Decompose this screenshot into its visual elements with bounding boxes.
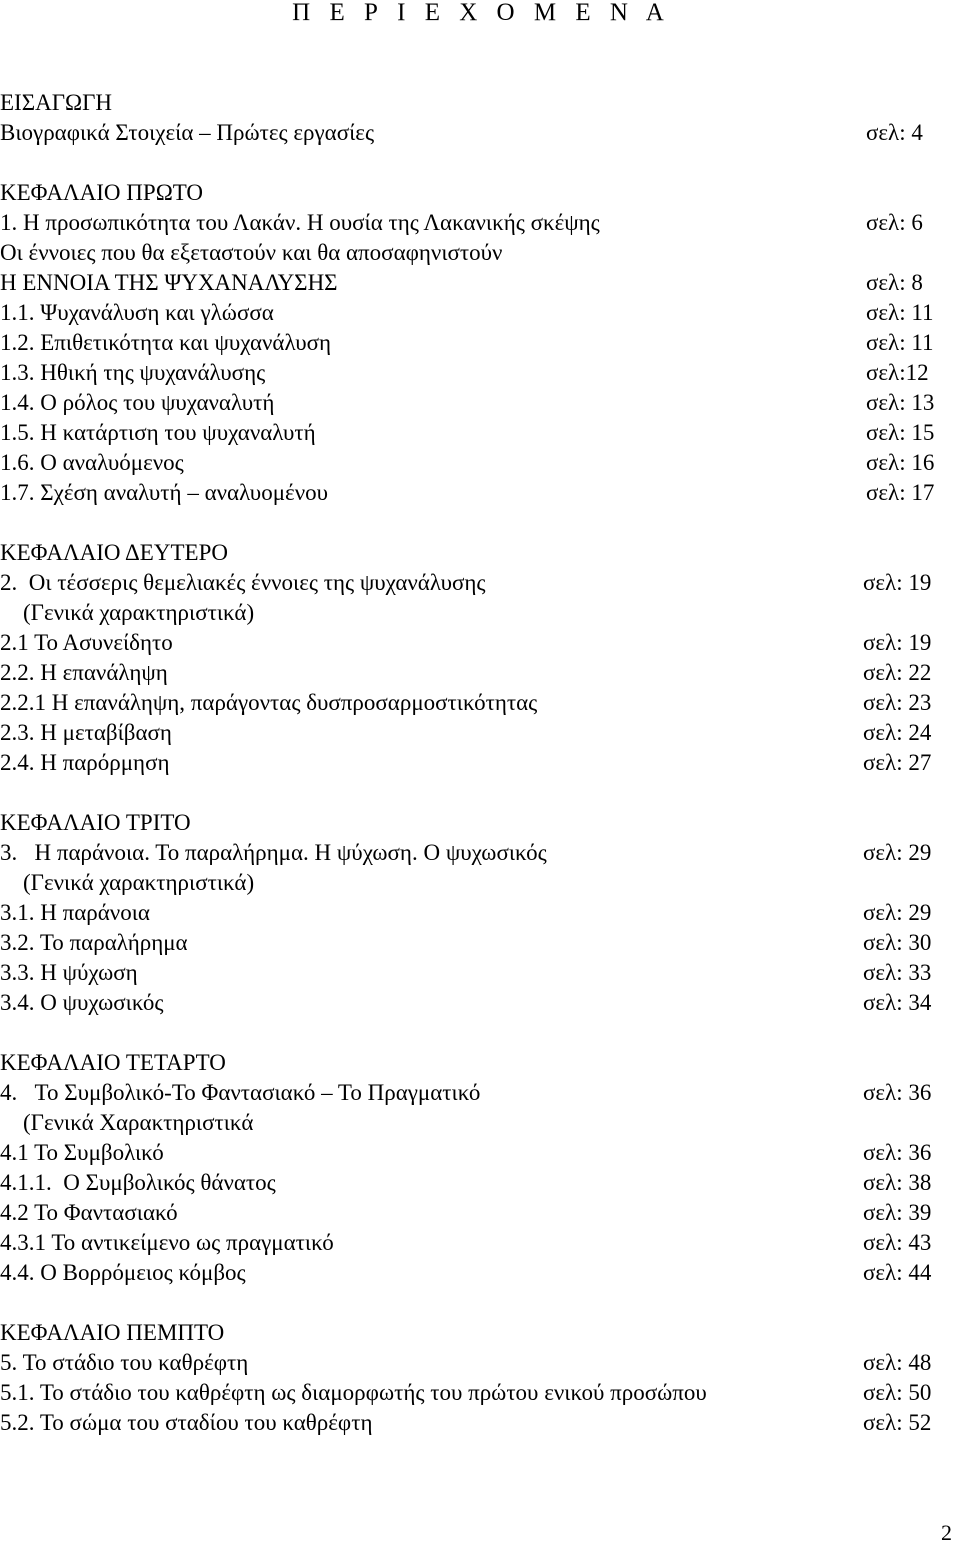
toc-entry (0, 748, 960, 778)
toc-entry (0, 448, 960, 478)
toc-entry-text: (Γενικά χαρακτηριστικά) (0, 870, 255, 895)
toc-entry-page: σελ: 4 (866, 120, 923, 145)
toc-entry-page: σελ: 34 (863, 990, 932, 1015)
toc-entry-text: 1.4. Ο ρόλος του ψυχαναλυτή (0, 390, 275, 415)
toc-entry-text: 5.1. Το στάδιο του καθρέφτη ως διαμορφωτής του πρώτου ενικού προσώπου (0, 1380, 707, 1405)
toc-entry (0, 898, 960, 928)
toc-entry-page: σελ: 16 (866, 450, 935, 475)
toc-entry-page: σελ: 33 (863, 960, 932, 985)
toc-heading (0, 808, 960, 838)
toc-entry-text: 1.1. Ψυχανάλυση και γλώσσα (0, 300, 274, 325)
toc-entry (0, 688, 960, 718)
toc-entry (0, 328, 960, 358)
toc-entry-page: σελ: 13 (866, 390, 935, 415)
toc-entry (0, 118, 960, 148)
toc-entry (0, 1408, 960, 1438)
toc-entry-text: (Γενικά Χαρακτηριστικά (0, 1110, 254, 1135)
toc-entry-text: 1.7. Σχέση αναλυτή – αναλυομένου (0, 480, 328, 505)
toc-entry (0, 838, 960, 868)
toc-entry-text: 3.4. Ο ψυχωσικός (0, 990, 164, 1015)
toc-entry-text: 2.2.1 Η επανάληψη, παράγοντας δυσπροσαρμοστικότητας (0, 690, 538, 715)
toc-entry-page: σελ: 11 (866, 330, 934, 355)
toc-entry-text: 1.5. Η κατάρτιση του ψυχαναλυτή (0, 420, 316, 445)
toc-entry-page: σελ: 50 (863, 1380, 932, 1405)
toc-entry-page: σελ: 48 (863, 1350, 932, 1375)
toc-entry-page: σελ: 38 (863, 1170, 932, 1195)
toc-entry-text: 3.2. Το παραλήρημα (0, 930, 188, 955)
toc-entry-text: Βιογραφικά Στοιχεία – Πρώτες εργασίες (0, 120, 375, 145)
toc-entry (0, 208, 960, 238)
toc-entry (0, 1348, 960, 1378)
toc-entry-page: σελ: 24 (863, 720, 932, 745)
toc-entry (0, 718, 960, 748)
toc-entry-page: σελ: 27 (863, 750, 932, 775)
toc-entry-page: σελ: 43 (863, 1230, 932, 1255)
toc-entry (0, 1198, 960, 1228)
toc-entry-text: ΚΕΦΑΛΑΙΟ ΠΡΩΤΟ (0, 180, 204, 205)
toc-entry (0, 1228, 960, 1258)
toc-heading (0, 238, 960, 268)
toc-entry (0, 958, 960, 988)
toc-entry-text: 4.1.1. Ο Συμβολικός θάνατος (0, 1170, 276, 1195)
toc-heading (0, 868, 960, 898)
toc-entry-text: 4.4. Ο Βορρόμειος κόμβος (0, 1260, 246, 1285)
toc-entry-text: 5.2. Το σώμα του σταδίου του καθρέφτη (0, 1410, 373, 1435)
toc-entry (0, 1258, 960, 1288)
toc-entry-text: ΚΕΦΑΛΑΙΟ ΠΕΜΠΤΟ (0, 1320, 225, 1345)
toc-entry-text: 4.3.1 Το αντικείμενο ως πραγματικό (0, 1230, 334, 1255)
toc-heading (0, 598, 960, 628)
toc-entry-text: ΚΕΦΑΛΑΙΟ ΤΡΙΤΟ (0, 810, 191, 835)
toc-heading (0, 178, 960, 208)
toc-heading (0, 1108, 960, 1138)
toc-entry-page: σελ: 8 (866, 270, 923, 295)
toc-entry (0, 1078, 960, 1108)
toc-entry (0, 358, 960, 388)
toc-entry-text: (Γενικά χαρακτηριστικά) (0, 600, 255, 625)
toc-entry (0, 1168, 960, 1198)
page-number: 2 (941, 1520, 952, 1545)
toc-entry (0, 268, 960, 298)
toc-entry-text: 4.1 Το Συμβολικό (0, 1140, 164, 1165)
toc-entry-text: 4.2 Το Φαντασιακό (0, 1200, 178, 1225)
toc-entry (0, 1138, 960, 1168)
toc-entry (0, 928, 960, 958)
toc-heading (0, 88, 960, 118)
toc-entry-text: 2.4. Η παρόρμηση (0, 750, 170, 775)
toc-entry-page: σελ: 11 (866, 300, 934, 325)
toc-entry-page: σελ: 29 (863, 840, 932, 865)
toc-entry-page: σελ: 29 (863, 900, 932, 925)
page-title: Π Ε Ρ Ι Ε Χ Ο Μ Ε Ν Α (292, 0, 668, 26)
toc-entry-page: σελ: 36 (863, 1140, 932, 1165)
toc-entry-text: 2. Οι τέσσερις θεμελιακές έννοιες της ψυχανάλυσης (0, 570, 486, 595)
toc-entry-page: σελ: 6 (866, 210, 923, 235)
toc-entry-page: σελ: 39 (863, 1200, 932, 1225)
toc-entry-text: 3. Η παράνοια. Το παραλήρημα. Η ψύχωση. Ο ψυχωσικός (0, 840, 547, 865)
toc-entry-page: σελ: 30 (863, 930, 932, 955)
toc-entry (0, 988, 960, 1018)
toc-entry-page: σελ: 52 (863, 1410, 932, 1435)
toc-entry-text: 2.1 Το Ασυνείδητο (0, 630, 173, 655)
toc-entry-text: ΚΕΦΑΛΑΙΟ ΔΕΥΤΕΡΟ (0, 540, 228, 565)
toc-entry-page: σελ: 22 (863, 660, 932, 685)
toc-heading (0, 1048, 960, 1078)
toc-heading (0, 1318, 960, 1348)
toc-entry (0, 298, 960, 328)
toc-entry-text: 1.2. Επιθετικότητα και ψυχανάλυση (0, 330, 332, 355)
toc-entry-text: 2.2. Η επανάληψη (0, 660, 168, 685)
toc-entry-text: ΚΕΦΑΛΑΙΟ ΤΕΤΑΡΤΟ (0, 1050, 226, 1075)
toc-entry (0, 418, 960, 448)
toc-entry-page: σελ: 19 (863, 630, 932, 655)
toc-entry (0, 388, 960, 418)
toc-entry-text: 3.1. Η παράνοια (0, 900, 150, 925)
toc-entry (0, 658, 960, 688)
toc-heading (0, 538, 960, 568)
toc-entry-text: 5. Το στάδιο του καθρέφτη (0, 1350, 249, 1375)
toc-entry-page: σελ: 36 (863, 1080, 932, 1105)
toc-entry (0, 478, 960, 508)
toc-entry-text: 1.6. Ο αναλυόμενος (0, 450, 184, 475)
toc-entry-text: 2.3. Η μεταβίβαση (0, 720, 172, 745)
toc-entry-page: σελ: 19 (863, 570, 932, 595)
toc-entry-text: Η ΕΝΝΟΙΑ ΤΗΣ ΨΥΧΑΝΑΛΥΣΗΣ (0, 270, 338, 295)
toc-entry-page: σελ: 23 (863, 690, 932, 715)
toc-entry (0, 628, 960, 658)
toc-entry-page: σελ: 44 (863, 1260, 932, 1285)
toc-entry-text: ΕΙΣΑΓΩΓΗ (0, 90, 113, 115)
toc-entry (0, 1378, 960, 1408)
toc-entry-text: Οι έννοιες που θα εξεταστούν και θα αποσαφηνιστούν (0, 240, 503, 265)
toc-entry-page: σελ: 17 (866, 480, 935, 505)
toc-entry-page: σελ: 15 (866, 420, 935, 445)
toc-entry (0, 568, 960, 598)
toc-entry-text: 1.3. Ηθική της ψυχανάλυσης (0, 360, 266, 385)
toc-entry-text: 3.3. Η ψύχωση (0, 960, 138, 985)
toc-entry-page: σελ:12 (866, 360, 929, 385)
toc-entry-text: 1. Η προσωπικότητα του Λακάν. Η ουσία της Λακανικής σκέψης (0, 210, 600, 235)
toc-entry-text: 4. Το Συμβολικό-Το Φαντασιακό – Το Πραγματικό (0, 1080, 481, 1105)
